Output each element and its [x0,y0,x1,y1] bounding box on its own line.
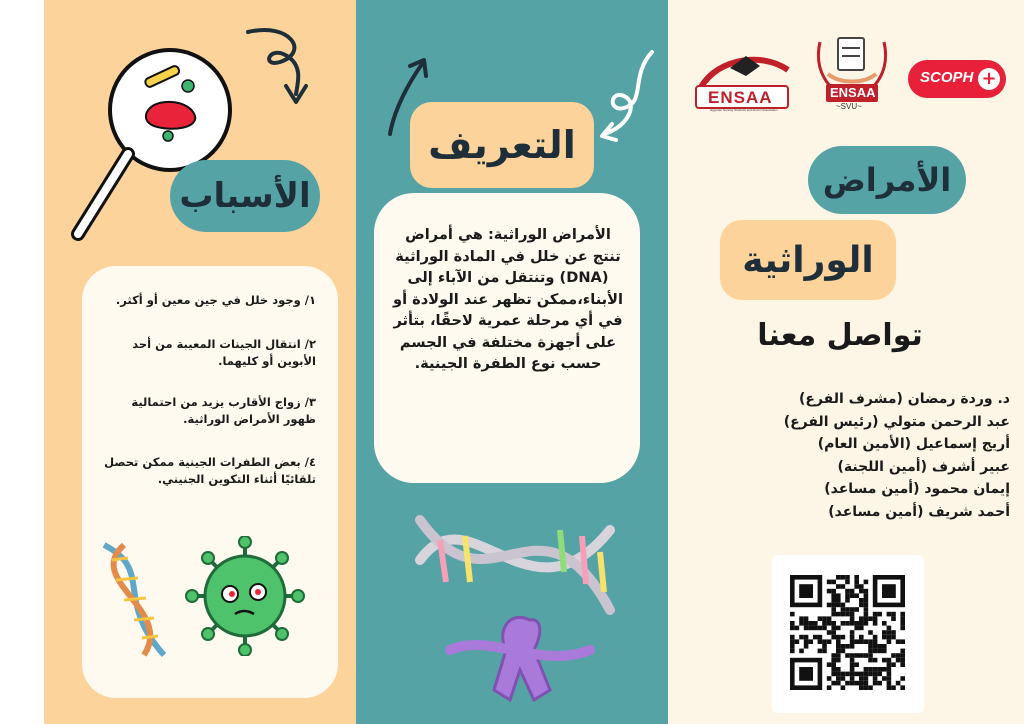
qr-module [859,589,864,594]
qr-module [808,621,813,626]
qr-module [831,662,836,667]
qr-module [877,612,882,617]
qr-module [854,639,859,644]
team-member: عبير أشرف (أمين اللجنة) [837,458,1010,475]
qr-module [882,635,887,640]
qr-module [850,667,855,672]
qr-module [900,612,905,617]
qr-module [831,598,836,603]
qr-module [900,676,905,681]
ensaa-svu-logo-subtext: ~SVU~ [836,102,862,111]
qr-module [882,658,887,663]
qr-module [859,672,864,677]
qr-module [868,658,873,663]
qr-module [845,589,850,594]
qr-module [859,639,864,644]
qr-module [831,589,836,594]
qr-module [882,676,887,681]
qr-module [891,612,896,617]
page-margin [0,0,44,724]
qr-module [864,616,869,621]
cause-item-4: ٤/ بعض الطفرات الجينية ممكن تحصل تلقائيًا أثناء التكوين الجنيني. [104,455,316,486]
qr-module [896,681,901,686]
qr-module [818,616,823,621]
qr-module [864,667,869,672]
qr-module [850,672,855,677]
qr-module [882,649,887,654]
qr-module [891,653,896,658]
qr-module [827,616,832,621]
qr-module [864,621,869,626]
qr-module [882,667,887,672]
qr-module [877,672,882,677]
qr-module [887,662,892,667]
ensaa-egypt-logo-subtext: Egyptian Nursing Students and Alumni Association [710,108,778,112]
qr-module [818,635,823,640]
qr-module [900,658,905,663]
qr-module [795,626,800,631]
loop-arrow-icon [590,46,660,146]
qr-module [836,575,841,580]
team-member: عبد الرحمن متولي (رئيس الفرع) [783,413,1010,430]
qr-module [813,635,818,640]
qr-module [831,626,836,631]
qr-module [831,658,836,663]
qr-finder-pattern [799,667,813,681]
qr-module [818,626,823,631]
qr-module [864,612,869,617]
qr-module [854,575,859,580]
qr-module [818,649,823,654]
qr-module [827,589,832,594]
qr-module [859,653,864,658]
qr-module [827,603,832,608]
ensaa-egypt-logo-text: ENSAA [708,88,773,107]
qr-module [836,676,841,681]
qr-module [900,616,905,621]
scoph-logo [908,60,1006,98]
qr-module [845,681,850,686]
ensaa-svu-logo [806,28,898,112]
qr-module [900,653,905,658]
qr-module [891,662,896,667]
qr-module [827,639,832,644]
qr-module [850,653,855,658]
qr-module [836,598,841,603]
qr-module [887,635,892,640]
qr-module [864,672,869,677]
qr-module [827,662,832,667]
qr-module [808,626,813,631]
qr-module [841,672,846,677]
qr-module [864,598,869,603]
qr-module [873,649,878,654]
cause-item-2: ٢/ انتقال الجينات المعيبة من أحد الأبوين أو كليهما. [132,337,316,368]
qr-module [868,667,873,672]
qr-module [850,662,855,667]
qr-module [887,685,892,690]
qr-module [790,649,795,654]
qr-module [882,630,887,635]
qr-module [790,635,795,640]
qr-module [891,630,896,635]
qr-module [864,676,869,681]
qr-module [804,621,809,626]
qr-module [850,658,855,663]
qr-module [822,626,827,631]
qr-module [873,667,878,672]
qr-module [841,644,846,649]
qr-module [854,580,859,585]
ensaa-svu-logo-text: ENSAA [830,85,876,100]
qr-module [836,681,841,686]
qr-module [854,621,859,626]
qr-module [900,639,905,644]
qr-module [799,649,804,654]
dna-ribbon-illustration [410,500,620,710]
qr-module [864,639,869,644]
qr-module [868,685,873,690]
qr-module [841,584,846,589]
qr-module [850,607,855,612]
qr-module [891,616,896,621]
qr-module [836,603,841,608]
qr-module [859,635,864,640]
qr-module [859,626,864,631]
qr-module [831,580,836,585]
qr-module [813,621,818,626]
qr-module [864,681,869,686]
qr-module [845,575,850,580]
qr-module [854,584,859,589]
qr-module [813,626,818,631]
qr-module [841,603,846,608]
qr-module [854,607,859,612]
qr-module [836,593,841,598]
qr-module [836,626,841,631]
qr-module [864,653,869,658]
qr-module [799,616,804,621]
qr-module [864,603,869,608]
qr-module [818,639,823,644]
qr-module [868,653,873,658]
qr-code[interactable] [772,555,924,713]
cover-title-line-1: الأمراض [808,146,966,214]
qr-module [836,672,841,677]
qr-module [900,621,905,626]
qr-module [864,589,869,594]
qr-module [841,635,846,640]
qr-module [827,621,832,626]
qr-module [850,635,855,640]
qr-module [868,649,873,654]
qr-module [822,616,827,621]
qr-module [804,616,809,621]
qr-module [868,672,873,677]
qr-module [831,653,836,658]
dna-helix-small-illustration [94,540,174,660]
qr-module [804,626,809,631]
qr-module [896,653,901,658]
qr-module [831,635,836,640]
qr-module [900,662,905,667]
qr-module [850,639,855,644]
qr-module [887,630,892,635]
qr-module [836,612,841,617]
qr-module [845,607,850,612]
qr-module [900,685,905,690]
qr-module [854,662,859,667]
qr-module [887,676,892,681]
qr-module [836,644,841,649]
qr-module [827,685,832,690]
qr-module [831,672,836,677]
qr-module [845,580,850,585]
qr-module [864,593,869,598]
qr-module [850,616,855,621]
qr-module [873,616,878,621]
qr-module [831,630,836,635]
qr-module [887,681,892,686]
team-member: إيمان محمود (أمين مساعد) [824,481,1010,497]
qr-module [836,639,841,644]
qr-module [831,621,836,626]
qr-module [868,639,873,644]
qr-module [868,644,873,649]
qr-module [900,626,905,631]
qr-code-icon [772,555,924,713]
qr-module [877,681,882,686]
qr-module [873,672,878,677]
qr-module [841,575,846,580]
qr-module [873,658,878,663]
qr-module [836,584,841,589]
qr-module [822,649,827,654]
qr-module [887,658,892,663]
qr-module [859,621,864,626]
qr-module [873,676,878,681]
qr-module [873,644,878,649]
qr-module [850,589,855,594]
qr-module [854,653,859,658]
qr-module [841,621,846,626]
qr-module [827,676,832,681]
team-list [690,388,1010,523]
qr-module [887,639,892,644]
qr-module [873,639,878,644]
qr-module [891,685,896,690]
qr-module [887,672,892,677]
team-member: أحمد شريف (أمين مساعد) [828,503,1010,520]
qr-module [799,635,804,640]
cause-item-3: ٣/ زواج الأقارب يزيد من احتمالية ظهور الأمراض الوراثية. [131,395,316,426]
qr-module [831,607,836,612]
qr-module [836,649,841,654]
definition-text: الأمراض الوراثية: هي أمراض تنتج عن خلل في المادة الوراثية (DNA) وتنتقل من الآباء إلى الأبناء،ممكن تظهر عند الولادة أو في أي مرحلة عمرية لاحقًا، بتأثر على أجهزة مختلفة في الجسم حسب نوع الطفرة الجينية. [393,226,623,372]
qr-module [836,667,841,672]
qr-module [873,621,878,626]
qr-module [831,681,836,686]
qr-module [841,685,846,690]
scoph-logo-text: SCOPH [920,69,974,86]
qr-module [799,621,804,626]
qr-module [877,649,882,654]
qr-finder-pattern [882,584,896,598]
qr-module [859,584,864,589]
qr-module [827,630,832,635]
qr-module [795,639,800,644]
qr-module [831,603,836,608]
qr-module [859,676,864,681]
qr-module [854,593,859,598]
qr-module [808,639,813,644]
qr-module [841,649,846,654]
qr-module [877,667,882,672]
qr-module [891,635,896,640]
qr-module [859,685,864,690]
qr-module [841,676,846,681]
qr-module [854,681,859,686]
qr-module [850,676,855,681]
qr-module [790,644,795,649]
qr-module [887,667,892,672]
qr-module [831,593,836,598]
qr-module [790,626,795,631]
qr-module [854,672,859,677]
qr-module [827,580,832,585]
ensaa-egypt-logo [690,40,794,118]
qr-module [845,598,850,603]
qr-module [822,639,827,644]
curly-arrow-icon [240,22,320,112]
qr-module [850,593,855,598]
qr-module [836,635,841,640]
qr-module [873,635,878,640]
qr-module [868,630,873,635]
qr-module [841,612,846,617]
qr-module [864,580,869,585]
qr-module [845,672,850,677]
qr-module [845,612,850,617]
team-member: د. وردة رمضان (مشرف الفرع) [798,391,1010,407]
qr-module [822,644,827,649]
cause-item-1: ١/ وجود خلل في جين معين أو أكثر. [115,293,316,307]
qr-module [859,681,864,686]
qr-module [845,593,850,598]
causes-title: الأسباب [170,160,320,232]
qr-module [859,598,864,603]
cover-title-line-2: الوراثية [720,220,896,300]
qr-module [831,612,836,617]
qr-module [850,612,855,617]
team-member: أريج إسماعيل (الأمين العام) [817,436,1010,452]
qr-module [836,653,841,658]
qr-module [864,685,869,690]
qr-module [850,630,855,635]
qr-module [873,612,878,617]
qr-module [804,635,809,640]
definition-title: التعريف [410,102,594,188]
qr-module [804,639,809,644]
qr-module [845,644,850,649]
qr-module [845,621,850,626]
qr-module [868,616,873,621]
qr-module [882,621,887,626]
virus-illustration [180,536,310,656]
qr-module [790,621,795,626]
qr-module [790,639,795,644]
qr-module [841,607,846,612]
contact-heading: تواصل معنا [757,318,923,353]
qr-module [859,616,864,621]
qr-module [896,639,901,644]
qr-module [850,644,855,649]
qr-module [900,649,905,654]
qr-module [873,681,878,686]
qr-module [864,607,869,612]
qr-module [822,621,827,626]
qr-module [854,626,859,631]
qr-module [836,658,841,663]
qr-module [859,603,864,608]
qr-module [804,644,809,649]
qr-module [896,658,901,663]
qr-module [887,626,892,631]
qr-module [882,644,887,649]
medical-cross-icon: + [978,68,1000,90]
qr-module [887,612,892,617]
qr-finder-pattern [799,584,813,598]
qr-module [845,653,850,658]
qr-module [850,621,855,626]
qr-module [850,681,855,686]
qr-module [831,667,836,672]
qr-module [877,644,882,649]
qr-module [790,612,795,617]
